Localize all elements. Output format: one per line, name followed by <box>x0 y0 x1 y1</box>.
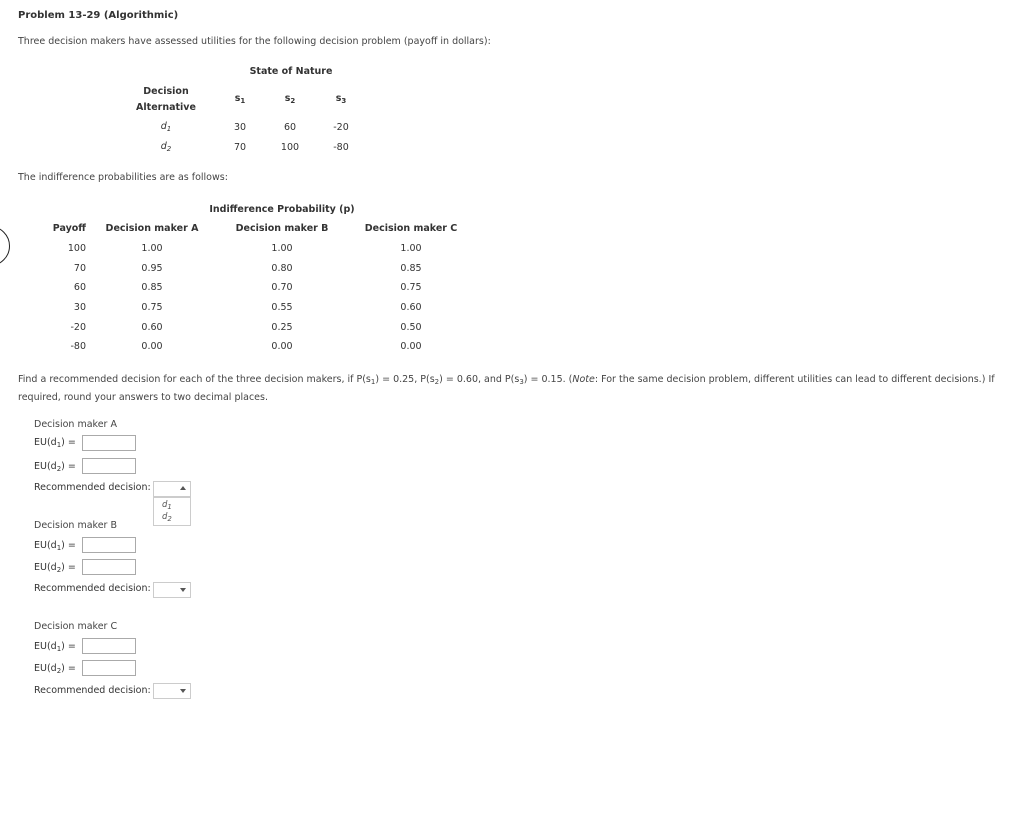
indifference-intro: The indifference probabilities are as follows: <box>18 172 228 183</box>
maker-b-recommended-label: Recommended decision: <box>34 583 151 594</box>
payoff-d2-s1: 70 <box>233 142 247 153</box>
row-payoff: 100 <box>67 243 86 254</box>
row-payoff: 60 <box>73 282 86 293</box>
row-prob-a: 0.95 <box>141 263 163 274</box>
row-prob-a: 1.00 <box>141 243 163 254</box>
margin-circle-marker <box>0 226 10 266</box>
row-prob-c: 0.75 <box>400 282 422 293</box>
maker-a-eu-d1-input[interactable] <box>82 435 136 451</box>
row-prob-b: 0.25 <box>271 322 293 333</box>
maker-a-eu-d1-label: $EU(d_1)$ = <box>34 437 76 449</box>
maker-c-label: Decision maker C <box>34 621 118 632</box>
row-prob-b: 0.70 <box>271 282 293 293</box>
state-s3-header: $s_3$ <box>335 93 347 105</box>
col-maker-b-header: Decision maker B <box>235 223 329 234</box>
row-prob-b: 0.00 <box>271 341 293 352</box>
decision-header-line2: Alternative <box>136 102 196 113</box>
row-prob-a: 0.75 <box>141 302 163 313</box>
payoff-d1-s2: 60 <box>283 122 297 133</box>
dropdown-option-d2[interactable]: $d_2$ <box>162 512 172 523</box>
state-s1-header: $s_1$ <box>234 93 246 105</box>
row-prob-b: 0.55 <box>271 302 293 313</box>
maker-a-decision-select[interactable] <box>153 481 191 497</box>
problem-intro: Three decision makers have assessed utilities for the following decision problem (payoff in dollars): <box>18 36 491 47</box>
chevron-down-icon <box>180 588 186 592</box>
maker-c-eu-d1-label: $EU(d_1)$ = <box>34 641 76 653</box>
maker-b-decision-select[interactable] <box>153 582 191 598</box>
decision-header-line1: Decision <box>143 86 189 97</box>
alt-d2-label: $d_2$ <box>160 141 172 153</box>
row-prob-c: 1.00 <box>400 243 422 254</box>
col-maker-a-header: Decision maker A <box>105 223 199 234</box>
maker-c-eu-d2-input[interactable] <box>82 660 136 676</box>
maker-c-recommended-label: Recommended decision: <box>34 685 151 696</box>
row-prob-b: 0.80 <box>271 263 293 274</box>
col-maker-c-header: Decision maker C <box>364 223 458 234</box>
dropdown-option-d1[interactable]: $d_1$ <box>162 500 172 511</box>
state-of-nature-header: State of Nature <box>249 66 333 77</box>
maker-c-decision-select[interactable] <box>153 683 191 699</box>
alt-d1-label: $d_1$ <box>160 121 172 133</box>
state-s2-header: $s_2$ <box>284 93 296 105</box>
problem-title: Problem 13-29 (Algorithmic) <box>18 10 179 21</box>
chevron-down-icon <box>180 689 186 693</box>
payoff-d1-s1: 30 <box>233 122 247 133</box>
maker-b-eu-d2-input[interactable] <box>82 559 136 575</box>
row-prob-a: 0.00 <box>141 341 163 352</box>
row-payoff: 30 <box>73 302 86 313</box>
payoff-d2-s2: 100 <box>280 142 300 153</box>
col-payoff-header: Payoff <box>52 223 86 234</box>
maker-c-eu-d1-input[interactable] <box>82 638 136 654</box>
maker-b-eu-d2-label: $EU(d_2)$ = <box>34 562 76 574</box>
maker-a-eu-d2-input[interactable] <box>82 458 136 474</box>
maker-b-label: Decision maker B <box>34 520 117 531</box>
row-payoff: -80 <box>70 341 86 352</box>
payoff-d2-s3: -80 <box>333 142 349 153</box>
indifference-group-header: Indifference Probability (p) <box>209 204 355 215</box>
maker-a-label: Decision maker A <box>34 419 117 430</box>
chevron-up-icon <box>180 486 186 490</box>
maker-a-decision-options <box>153 497 191 526</box>
row-prob-c: 0.60 <box>400 302 422 313</box>
maker-a-recommended-label: Recommended decision: <box>34 482 151 493</box>
maker-c-eu-d2-label: $EU(d_2)$ = <box>34 663 76 675</box>
row-payoff: 70 <box>73 263 86 274</box>
row-prob-a: 0.85 <box>141 282 163 293</box>
row-prob-b: 1.00 <box>271 243 293 254</box>
maker-a-eu-d2-label: $EU(d_2)$ = <box>34 461 76 473</box>
row-payoff: -20 <box>70 322 86 333</box>
maker-b-eu-d1-input[interactable] <box>82 537 136 553</box>
instructions-paragraph: Find a recommended decision for each of the three decision makers, if $P(s_1) = 0.25$, $P(s_2) = 0.60$, and $P(s_3) = 0.15$. (Note: For the same decision problem, different utilities can lead to different decisions.) If required, round your answers to two decimal places. <box>18 374 995 403</box>
row-prob-a: 0.60 <box>141 322 163 333</box>
row-prob-c: 0.00 <box>400 341 422 352</box>
maker-b-eu-d1-label: $EU(d_1)$ = <box>34 540 76 552</box>
payoff-d1-s3: -20 <box>333 122 349 133</box>
row-prob-c: 0.85 <box>400 263 422 274</box>
row-prob-c: 0.50 <box>400 322 422 333</box>
